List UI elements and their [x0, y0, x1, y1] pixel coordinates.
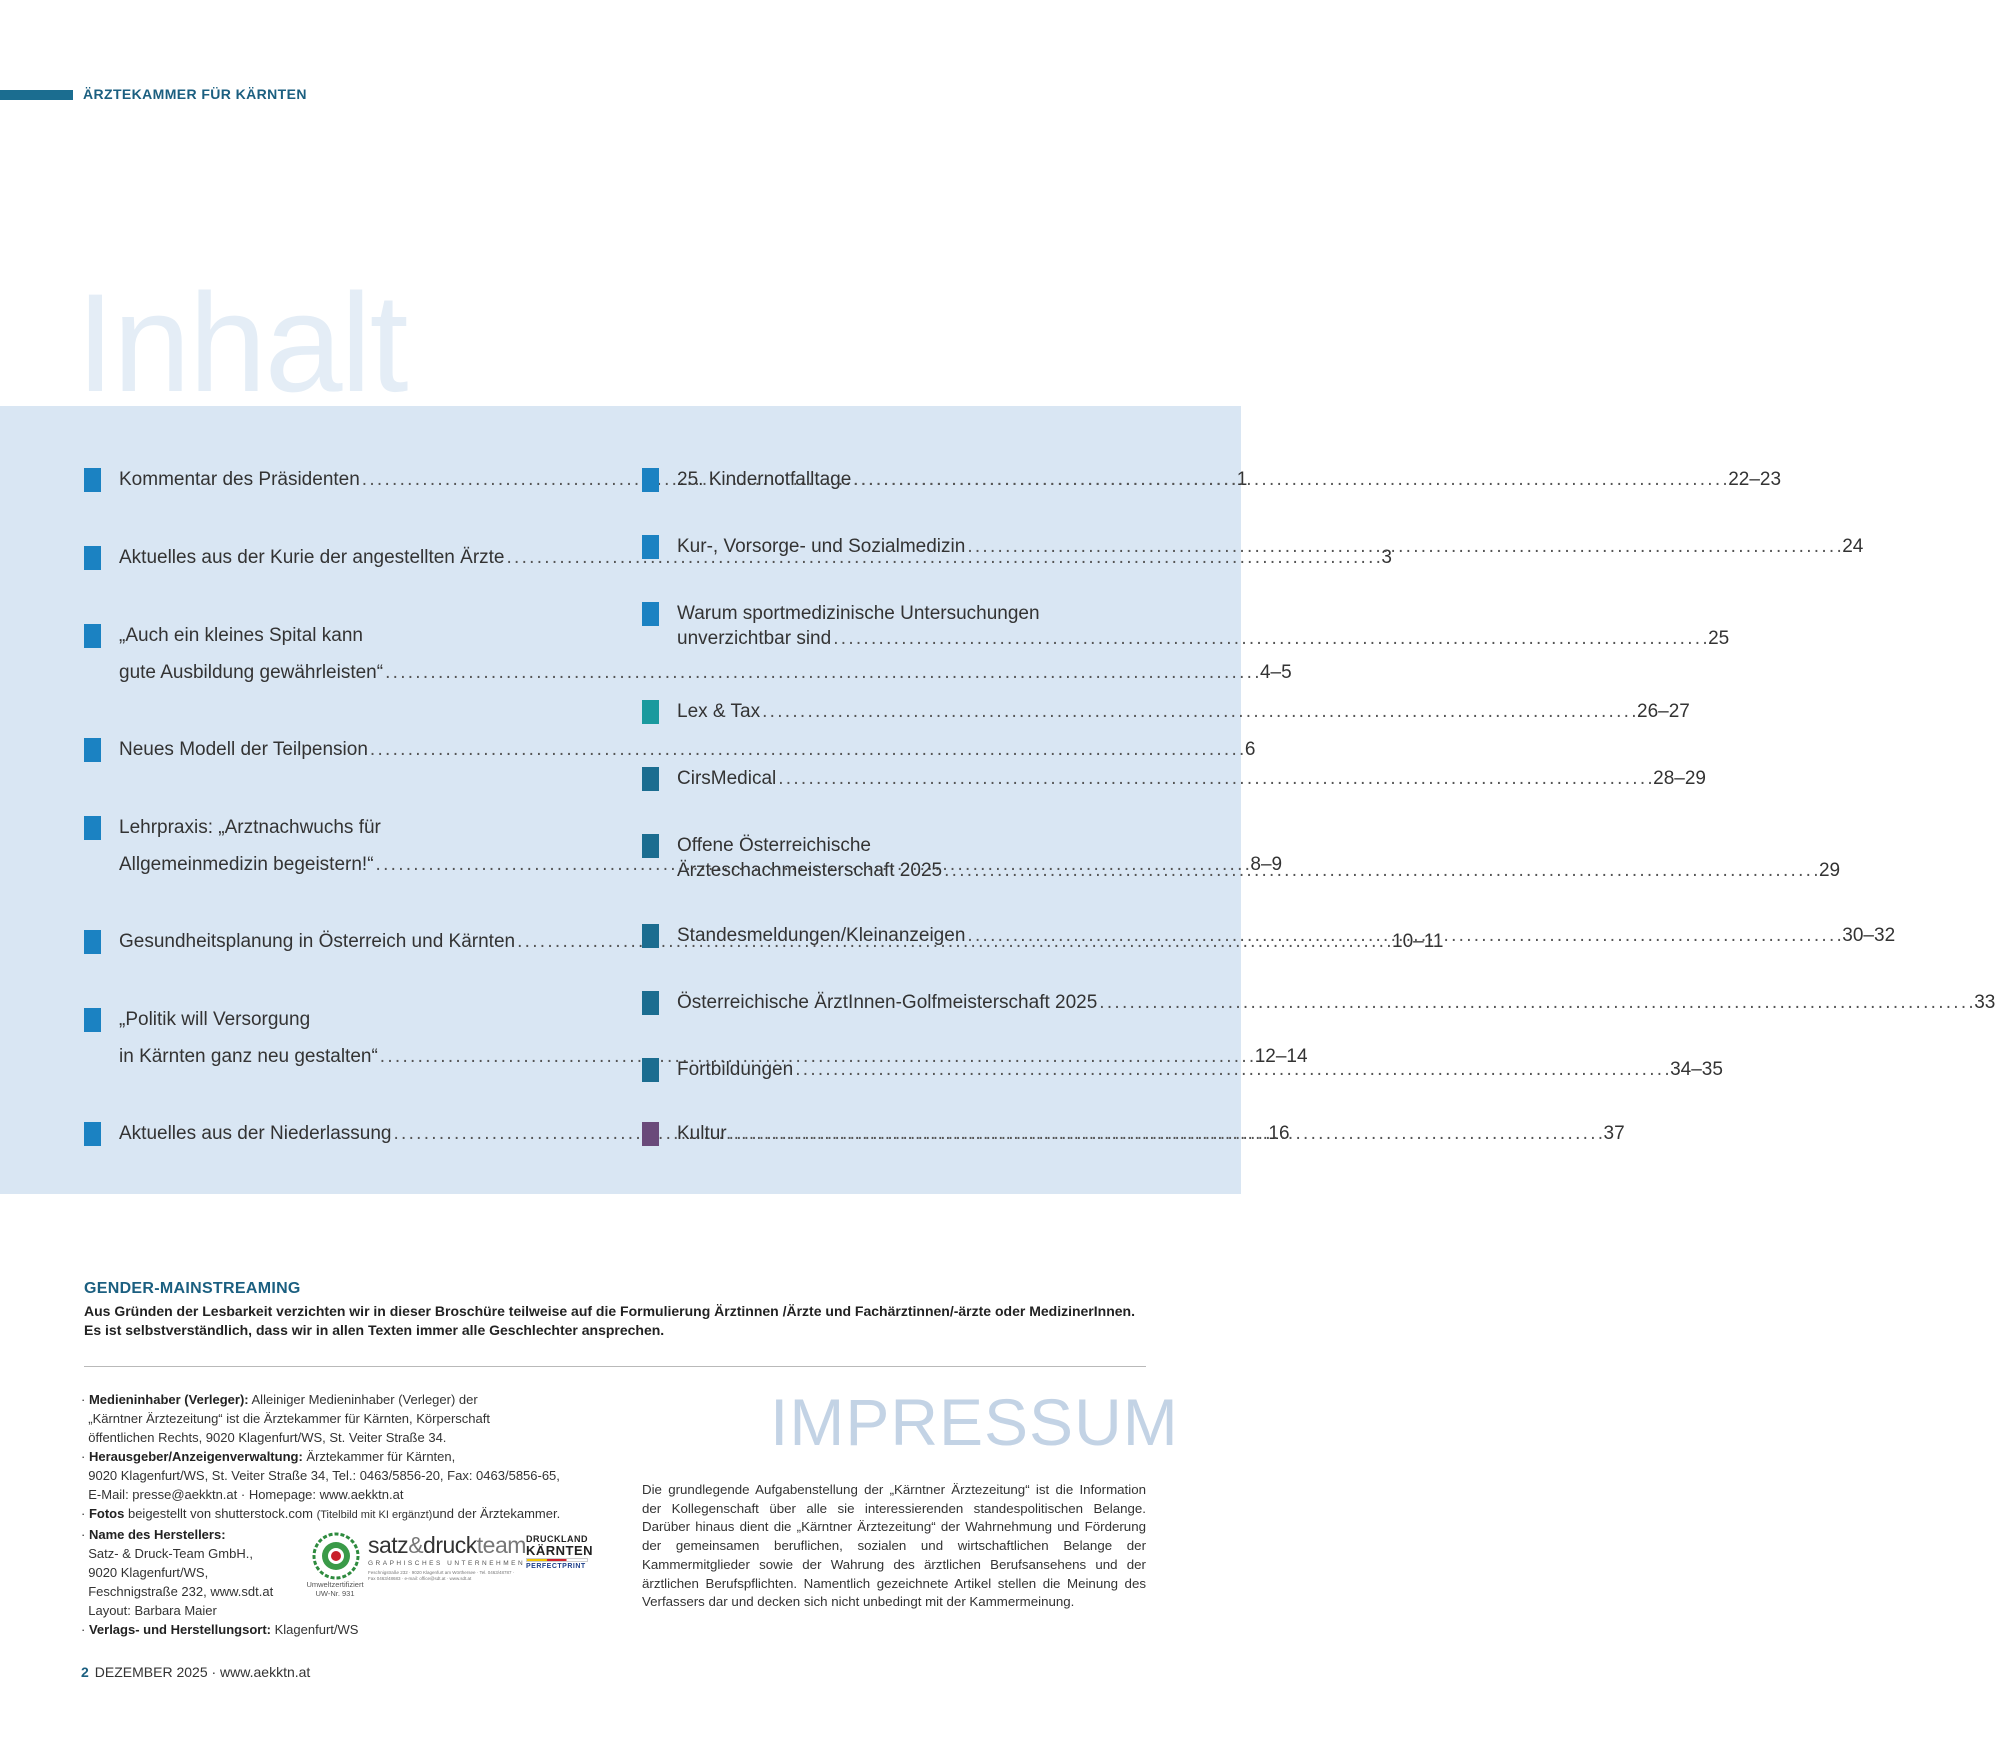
toc-marker-square — [642, 767, 659, 791]
toc-entry-text — [677, 467, 1781, 492]
toc-page-number: 34–35 — [1670, 1059, 1723, 1080]
imp-maker-3: Feschnigstraße 232, www.sdt.at — [88, 1584, 274, 1599]
footer-text: DEZEMBER 2025 · www.aekktn.at — [94, 1664, 311, 1680]
toc-entry[interactable] — [642, 468, 1782, 492]
toc-marker-square — [642, 700, 659, 724]
toc-page-number: 37 — [1603, 1123, 1625, 1144]
imp-owner-3: öffentlichen Rechts, 9020 Klagenfurt/WS, St. Veiter Straße 34. — [88, 1430, 447, 1445]
toc-leader-dots — [967, 534, 1840, 559]
toc-page-number: 26–27 — [1637, 701, 1690, 722]
toc-leader-dots — [795, 1057, 1668, 1082]
toc-entry-title: 25. Kindernotfalltage — [677, 469, 852, 490]
header-accent-bar — [0, 90, 73, 100]
page-footer — [81, 1664, 310, 1680]
toc-entry-title: Österreichische ÄrztInnen-Golfmeisterschaft 2025 — [677, 992, 1098, 1013]
toc-entry-text — [677, 601, 1729, 651]
toc-marker-square — [642, 602, 659, 626]
toc-marker-square — [84, 546, 101, 570]
toc-leader-dots — [370, 731, 1243, 768]
toc-page-number: 10–11 — [1392, 931, 1444, 952]
gender-text-line-1: Aus Gründen der Lesbarkeit verzichten wir in dieser Broschüre teilweise auf die Formulierung Ärztinnen /Ärzte und Fachärztinnen/-ärzte oder MedizinerInnen. — [84, 1303, 1135, 1319]
toc-leader-dots — [729, 1121, 1602, 1146]
toc-entry-text — [677, 833, 1840, 883]
toc-entry[interactable] — [642, 700, 1690, 724]
toc-entry-title: CirsMedical — [677, 768, 777, 789]
toc-entry-title: gute Ausbildung gewährleisten“ — [119, 662, 384, 683]
sd-logo-sub: GRAPHISCHES UNTERNEHMEN — [368, 1560, 526, 1567]
toc-marker-square — [642, 1122, 659, 1146]
toc-entry-title: Warum sportmedizinische Untersuchungen — [677, 603, 1040, 624]
umwelt-caption: Umweltzertifiziert UW-Nr. 931 — [306, 1580, 364, 1598]
toc-page-number: 22–23 — [1728, 469, 1782, 490]
toc-entry-title: Kultur — [677, 1123, 727, 1144]
toc-entry-title: Lehrpraxis: „Arztnachwuchs für — [119, 817, 381, 838]
toc-entry-title: Gesundheitsplanung in Österreich und Kärnten — [119, 931, 516, 952]
toc-page-number: 16 — [1268, 1123, 1290, 1144]
toc-marker-square — [84, 1122, 101, 1146]
toc-page-number: 29 — [1818, 860, 1841, 881]
toc-entry-title: Allgemeinmedizin begeistern!“ — [119, 854, 374, 875]
toc-leader-dots — [944, 858, 1817, 883]
toc-entry[interactable] — [642, 535, 1864, 559]
imp-publisher-1: · Herausgeber/Anzeigenverwaltung: Ärztekammer für Kärnten, — [81, 1449, 456, 1464]
toc-leader-dots — [762, 699, 1635, 724]
toc-entry-title: unverzichtbar sind — [677, 628, 832, 649]
toc-entry[interactable] — [642, 991, 1995, 1015]
toc-leader-dots — [1099, 990, 1972, 1015]
toc-marker-square — [84, 816, 101, 840]
toc-entry-title: Standesmeldungen/Kleinanzeigen — [677, 925, 966, 946]
toc-marker-square — [84, 624, 101, 648]
org-name: ÄRZTEKAMMER FÜR KÄRNTEN — [83, 86, 307, 102]
toc-entry-text — [677, 1121, 1625, 1146]
imp-layout: Layout: Barbara Maier — [88, 1603, 217, 1618]
toc-leader-dots — [833, 626, 1706, 651]
toc-marker-square — [642, 1058, 659, 1082]
imp-maker-1: Satz- & Druck-Team GmbH., — [88, 1546, 253, 1561]
toc-entry-text — [677, 923, 1895, 948]
toc-entry[interactable] — [84, 738, 1256, 768]
toc-marker-square — [84, 1008, 101, 1032]
page-title: Inhalt — [76, 264, 407, 421]
toc-leader-dots — [778, 766, 1651, 791]
toc-entry-title: Lex & Tax — [677, 701, 761, 722]
toc-leader-dots — [385, 654, 1258, 691]
sd-logo-fine: Feschnigstraße 232 · 9020 Klagenfurt am Wörthersee · Tel. 0463/48787 · Fax 0463/48683 · e-mail: office@sdt.at · www.sdt.at — [368, 1570, 515, 1581]
toc-entry-title: „Auch ein kleines Spital kann — [119, 625, 363, 646]
toc-entry[interactable] — [642, 602, 1730, 651]
toc-page-number: 3 — [1381, 547, 1392, 568]
toc-marker-square — [642, 924, 659, 948]
toc-page-number: 33 — [1974, 992, 1995, 1013]
toc-page-number: 24 — [1842, 536, 1864, 557]
imp-maker-2: 9020 Klagenfurt/WS, — [88, 1565, 209, 1580]
gender-title: GENDER-MAINSTREAMING — [84, 1280, 301, 1297]
toc-entry-text — [119, 731, 1255, 768]
toc-entry[interactable] — [642, 1058, 1723, 1082]
toc-entry-title: Aktuelles aus der Niederlassung — [119, 1123, 392, 1144]
toc-entry-title: Fortbildungen — [677, 1059, 794, 1080]
toc-entry-title: Kommentar des Präsidenten — [119, 469, 360, 490]
toc-entry-title: Offene Österreichische — [677, 835, 871, 856]
toc-entry-title: Ärzteschachmeisterschaft 2025 — [677, 860, 943, 881]
imp-owner-1: · Medieninhaber (Verleger): Alleiniger Medieninhaber (Verleger) der — [81, 1392, 478, 1407]
toc-page-number: 1 — [1236, 469, 1248, 490]
imp-place: · Verlags- und Herstellungsort: Klagenfurt/WS — [81, 1622, 359, 1637]
toc-entry-text — [677, 534, 1863, 559]
toc-page-number: 6 — [1244, 739, 1256, 760]
toc-marker-square — [84, 930, 101, 954]
toc-entry-title: in Kärnten ganz neu gestalten“ — [119, 1046, 378, 1067]
toc-entry-title: „Politik will Versorgung — [119, 1009, 311, 1030]
imp-publisher-3: E-Mail: presse@aekktn.at · Homepage: www.aekktn.at — [88, 1487, 404, 1502]
toc-page-number: 12–14 — [1254, 1046, 1308, 1067]
toc-entry[interactable] — [642, 767, 1706, 791]
druckland-logo: DRUCKLAND KÄRNTEN PERFECTPRINT — [526, 1534, 594, 1570]
toc-entry-title: Neues Modell der Teilpension — [119, 739, 368, 760]
toc-entry-text — [677, 766, 1706, 791]
toc-entry-text — [677, 1057, 1723, 1082]
toc-entry-text — [677, 699, 1690, 724]
toc-entry-title: Aktuelles aus der Kurie der angestellten Ärzte — [119, 547, 505, 568]
impressum-title: IMPRESSUM — [770, 1385, 1179, 1459]
toc-marker-square — [642, 535, 659, 559]
toc-marker-square — [84, 468, 101, 492]
imp-photos: · Fotos beigestellt von shutterstock.com (Titelbild mit KI ergänzt)und der Ärztekammer. — [81, 1506, 561, 1521]
toc-marker-square — [642, 468, 659, 492]
toc-marker-square — [84, 738, 101, 762]
toc-page-number: 28–29 — [1653, 768, 1706, 789]
gender-text-line-2: Es ist selbstverständlich, dass wir in allen Texten immer alle Geschlechter ansprechen. — [84, 1322, 665, 1338]
toc-marker-square — [642, 834, 659, 858]
toc-page-number: 8–9 — [1250, 854, 1283, 875]
page-number: 2 — [81, 1664, 89, 1680]
gender-text — [84, 1302, 1154, 1340]
imp-publisher-2: 9020 Klagenfurt/WS, St. Veiter Straße 34, Tel.: 0463/5856-20, Fax: 0463/5856-65, — [88, 1468, 560, 1483]
divider — [84, 1366, 1146, 1367]
umwelt-logo-icon — [312, 1532, 360, 1580]
printer-logos — [300, 1530, 594, 1602]
toc-leader-dots — [967, 923, 1840, 948]
toc-leader-dots — [853, 467, 1726, 492]
toc-page-number: 4–5 — [1259, 662, 1292, 683]
toc-page-number: 25 — [1708, 628, 1730, 649]
toc-entry-text — [677, 990, 1995, 1015]
imp-owner-2: „Kärntner Ärztezeitung“ ist die Ärztekammer für Kärnten, Körperschaft — [88, 1411, 490, 1426]
toc-page-number: 30–32 — [1842, 925, 1896, 946]
sd-logo-name: satz&druckteam — [368, 1532, 526, 1558]
toc-marker-square — [642, 991, 659, 1015]
toc-entry-title: Kur-, Vorsorge- und Sozialmedizin — [677, 536, 966, 557]
impressum-description: Die grundlegende Aufgabenstellung der „Kärntner Ärztezeitung“ ist die Information der Kollegenschaft über alle sie interessierenden standespolitischen Belange. Darüber hinaus dient die „Kärntner Ärztezeitung“ der Wahrnehmung und Förderung der gemeinsamen beruflichen, sozialen und wirtschaftlichen Belange der Kammermitglieder sowie der Wahrung des ärztlichen Berufsansehens und der ärztlichen Berufspflichten. Namentlich gezeichnete Artikel stellen die Meinung des Verfassers dar und decken sich nicht unbedingt mit der Kammermeinung. — [642, 1482, 1146, 1610]
imp-maker-label: · Name des Herstellers: — [81, 1527, 226, 1542]
